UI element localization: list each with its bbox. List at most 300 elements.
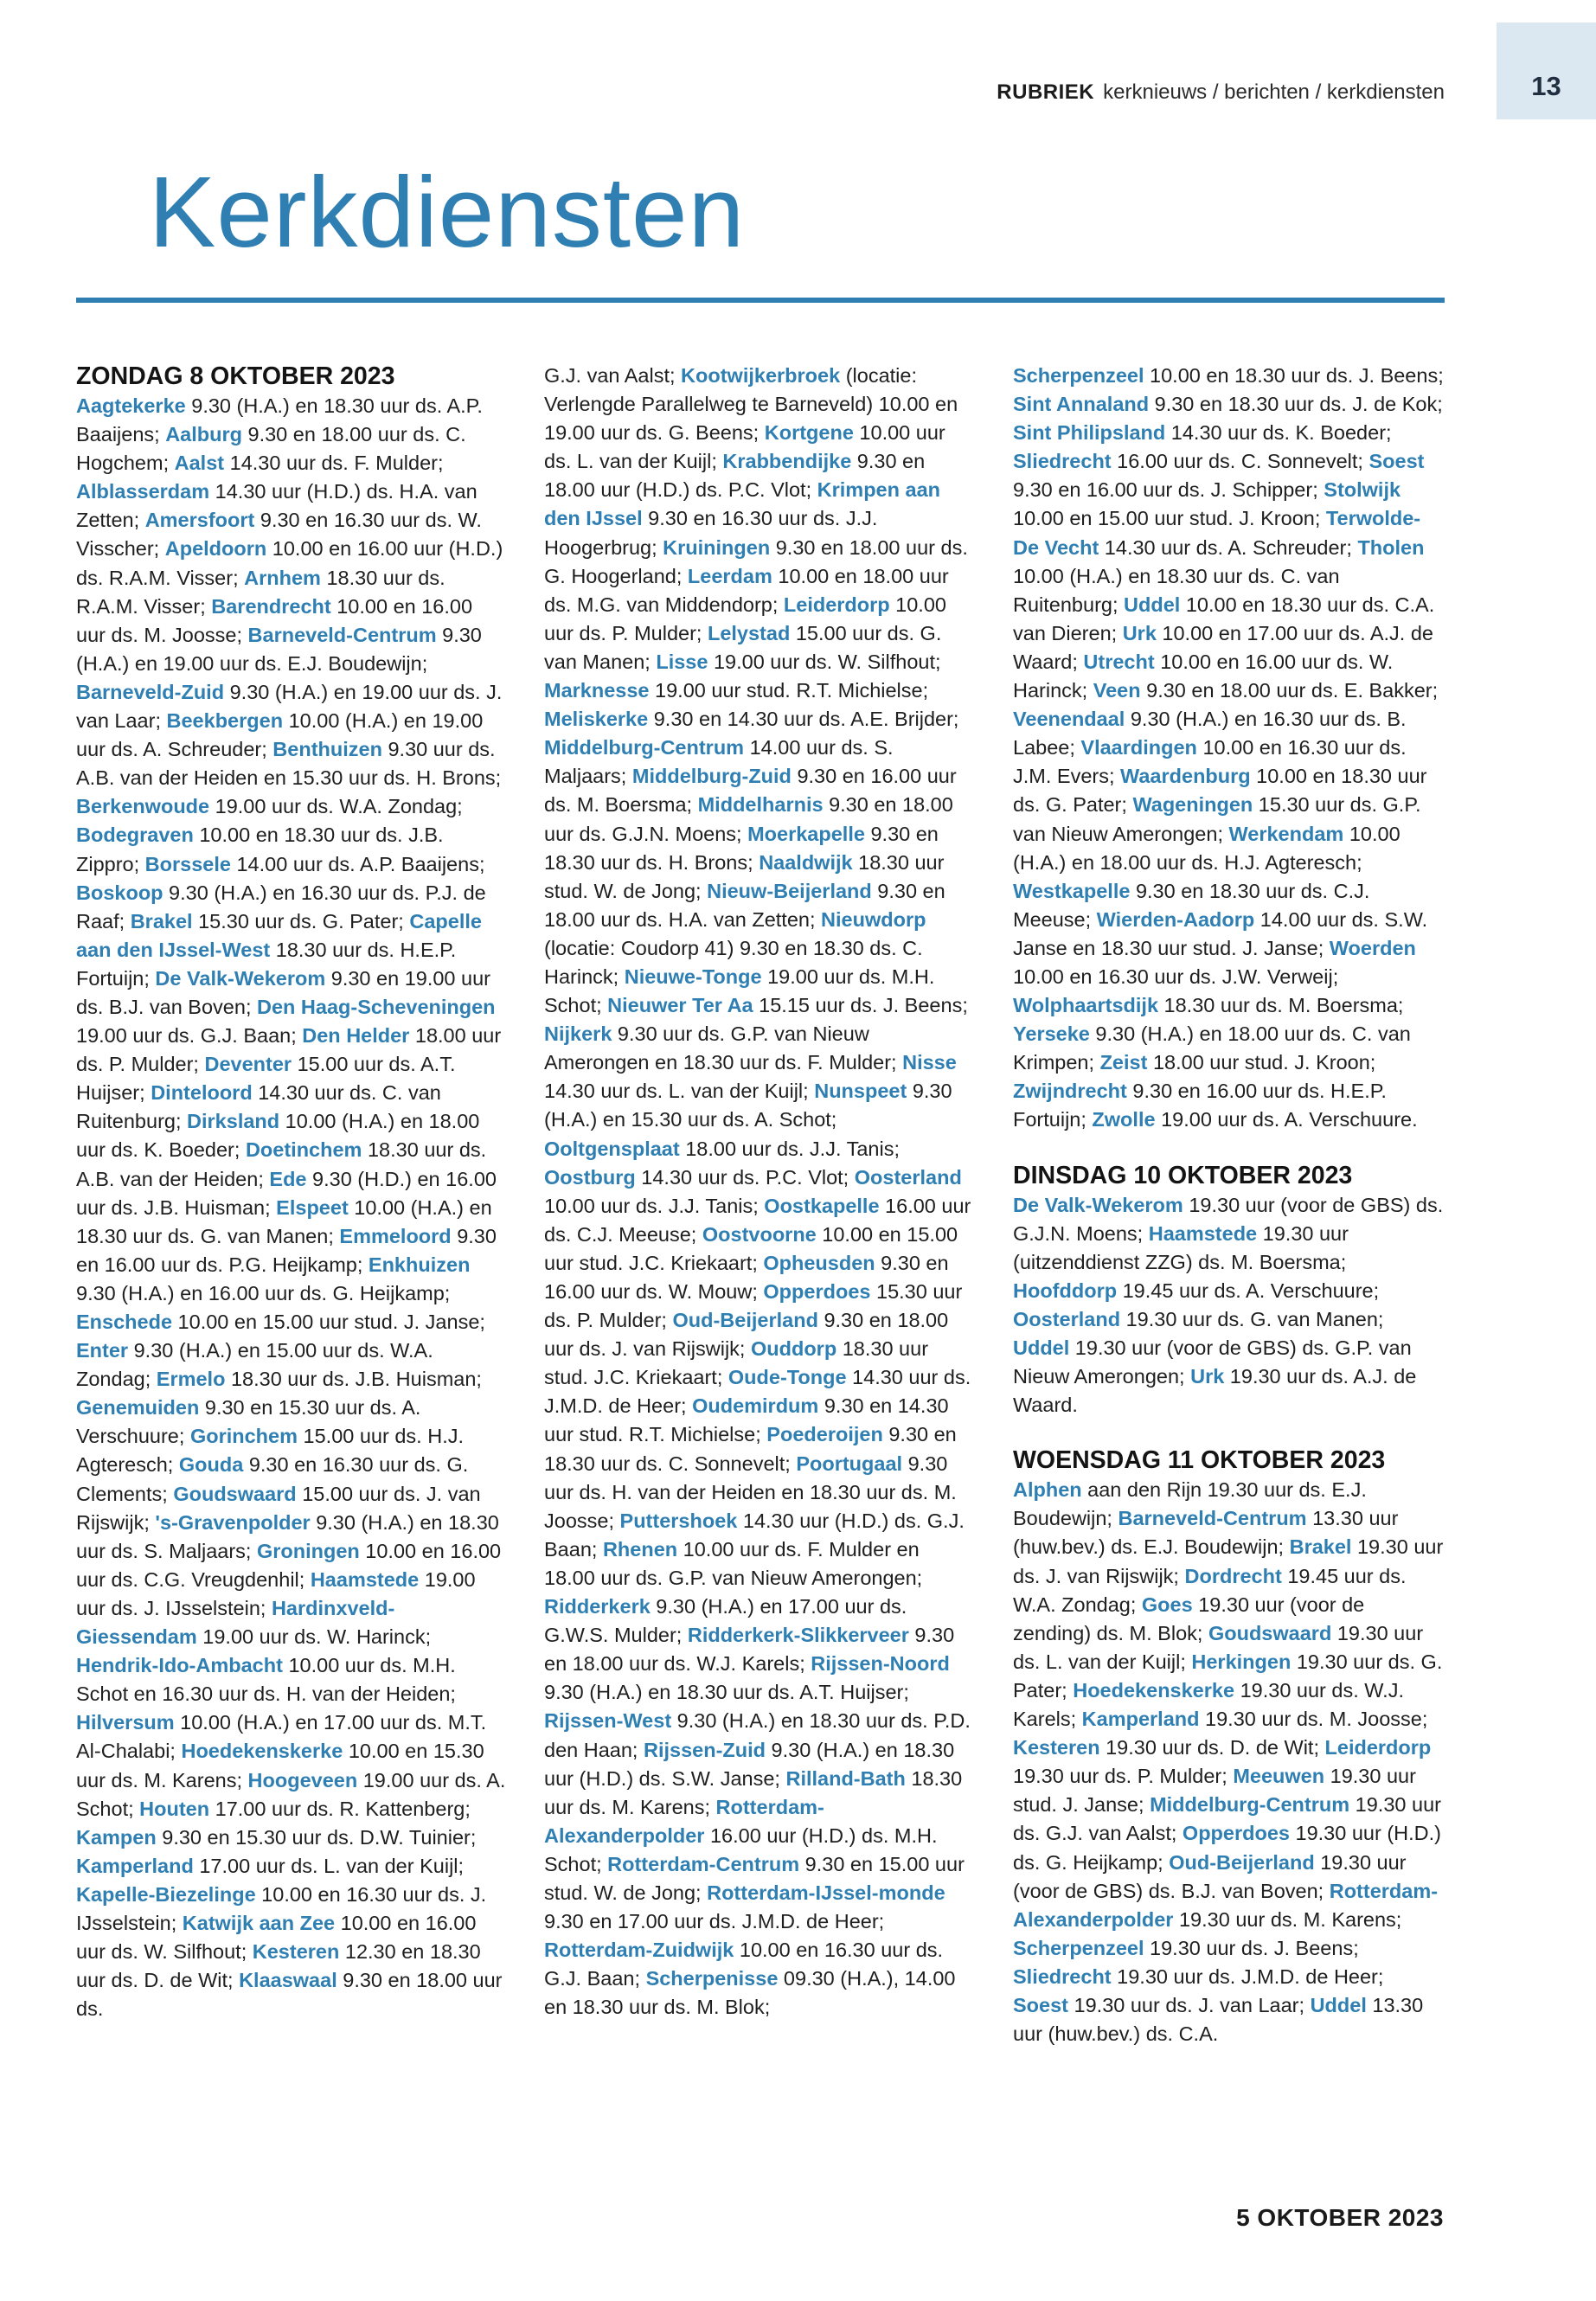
church-name: Hardinxveld-Giessendam (76, 1596, 395, 1649)
church-name: Kruiningen (663, 535, 771, 559)
church-name: Genemuiden (76, 1396, 200, 1420)
service-details: 19.30 uur ds. J. van Rijswijk; (1013, 1535, 1444, 1587)
church-name: Westkapelle (1013, 879, 1131, 902)
rubric-path: kerknieuws / berichten / kerkdiensten (1103, 80, 1445, 104)
church-name: Oosterland (854, 1165, 962, 1189)
church-name: Puttershoek (619, 1509, 738, 1532)
service-details: G.J. van Aalst; (544, 364, 682, 387)
service-details: 9.30 (H.A.) en 19.00 uur ds. E.J. Boudewijn; (76, 623, 482, 675)
church-name: Houten (139, 1797, 210, 1820)
church-name: Yerseke (1013, 1022, 1090, 1046)
service-details: 19.00 uur ds. G.J. Baan; (76, 1024, 303, 1048)
church-name: Aalburg (165, 423, 242, 446)
service-details: 10.00 uur ds. M.H. Schot en 16.30 uur ds. H. van der Heiden; (76, 1654, 456, 1706)
service-details: 14.30 uur ds. F. Mulder; (224, 452, 444, 475)
service-details: 19.00 uur ds. W.A. Zondag; (209, 795, 463, 818)
church-name: Ede (269, 1167, 307, 1190)
service-details: 15.30 uur ds. G.P. van Nieuw Amerongen; (1013, 793, 1421, 845)
service-details: 9.30 (H.A.) en 18.30 uur ds. S. Maljaars; (76, 1510, 499, 1562)
service-details: 19.30 uur ds. J.M.D. de Heer; (1111, 1965, 1384, 1988)
service-details: 10.00 uur ds. L. van der Kuijl; (544, 421, 945, 473)
church-name: Sint Annaland (1013, 393, 1150, 416)
service-list-woensdag (1013, 1476, 1444, 2048)
service-details: 14.30 uur ds. C. van Ruitenburg; (76, 1081, 441, 1133)
church-name: Nieuwdorp (821, 907, 926, 931)
service-details: 19.30 uur (voor de GBS) ds. G.P. van Nieuw Amerongen; (1013, 1336, 1412, 1388)
church-name: Ermelo (156, 1368, 226, 1391)
service-details: 19.30 uur ds. P. Mulder; (1013, 1765, 1234, 1788)
service-details: 19.00 uur ds. W. Silfhout; (708, 650, 941, 673)
service-details: 12.30 en 18.30 uur ds. D. de Wit; (76, 1940, 481, 1992)
service-details: 10.00 en 16.30 uur ds. J.M. Evers; (1013, 736, 1407, 788)
service-details: 10.00 (H.A.) en 17.00 uur ds. M.T. Al-Chalabi; (76, 1711, 487, 1763)
church-name: Leerdam (687, 564, 772, 587)
service-details: 10.00 en 16.00 uur ds. M. Joosse; (76, 594, 473, 646)
service-details: 15.00 uur ds. G. van Manen; (544, 621, 942, 673)
church-name: Ooltgensplaat (544, 1137, 680, 1160)
service-details: 9.30 en 18.00 uur ds. J. van Rijswijk; (544, 1309, 949, 1361)
service-list-zondag-part2 (544, 362, 975, 2022)
service-details: 9.30 (H.D.) en 16.00 uur ds. J.B. Huisman; (76, 1167, 497, 1219)
service-details: 9.30 en 14.30 uur stud. R.T. Michielse; (544, 1394, 949, 1446)
service-details: 10.00 (H.A.) en 19.00 uur ds. A. Schreuder; (76, 709, 484, 761)
church-name: Boskoop (76, 881, 163, 904)
service-details: 14.30 uur ds. J.M.D. de Heer; (544, 1366, 971, 1418)
service-details: 9.30 en 18.00 uur (H.D.) ds. P.C. Vlot; (544, 450, 926, 502)
church-name: Wageningen (1132, 793, 1253, 817)
church-name: Nieuwe-Tonge (624, 965, 762, 988)
church-name: Gorinchem (189, 1425, 298, 1448)
service-details: 19.00 uur ds. A. Verschuure. (1155, 1108, 1418, 1131)
church-name: Rotterdam-IJssel-monde (707, 1881, 945, 1904)
church-name: Rijssen-Zuid (643, 1738, 766, 1761)
service-details: 19.00 uur stud. R.T. Michielse; (649, 679, 929, 702)
service-details: 19.30 uur ds. D. de Wit; (1099, 1736, 1325, 1759)
church-name: Utrecht (1083, 650, 1155, 673)
church-name: Klaaswaal (239, 1969, 337, 1992)
church-name: Doetinchem (245, 1138, 362, 1162)
church-name: Tholen (1357, 535, 1425, 559)
service-details: 9.30 (H.A.) en 16.30 uur ds. P.J. de Raaf; (76, 881, 486, 933)
service-details: 19.00 uur ds. J. IJsselstein; (76, 1567, 476, 1619)
service-list-dinsdag (1013, 1191, 1444, 1420)
church-name: Amersfoort (144, 509, 255, 532)
church-name: Poortugaal (796, 1452, 903, 1475)
service-details: 18.00 uur ds. J.J. Tanis; (679, 1137, 900, 1160)
service-details: 9.30 en 16.30 uur ds. G. Clements; (76, 1453, 469, 1505)
church-name: Veenendaal (1013, 708, 1125, 731)
service-details: 9.30 en 16.00 uur ds. H.E.P. Fortuijn; (1013, 1080, 1387, 1131)
church-name: Wierden-Aadorp (1096, 907, 1255, 931)
service-details: 09.30 (H.A.), 14.00 en 18.30 uur ds. M. Blok; (544, 1967, 956, 2019)
church-name: Den Haag-Scheveningen (257, 995, 496, 1018)
service-details: 19.45 uur ds. W.A. Zondag; (1013, 1564, 1407, 1616)
church-name: Opperdoes (1182, 1822, 1290, 1845)
church-name: Nijkerk (544, 1022, 612, 1046)
church-name: Poederoijen (766, 1423, 883, 1446)
church-name: Elspeet (276, 1195, 349, 1219)
service-details: 10.00 en 16.30 uur ds. G.J. Baan; (544, 1939, 944, 1990)
church-name: Kootwijkerbroek (681, 364, 841, 387)
church-name: Middelburg-Zuid (631, 765, 792, 788)
service-details: 9.30 en 17.00 uur ds. J.M.D. de Heer; (544, 1910, 885, 1933)
service-details: 16.00 uur (H.D.) ds. M.H. Schot; (544, 1823, 938, 1875)
church-name: Wolphaartsdijk (1013, 994, 1159, 1017)
service-details: 9.30 en 18.30 uur ds. C. Sonnevelt; (544, 1423, 957, 1475)
service-details: 9.30 en 18.00 uur ds. G. Hoogerland; (544, 535, 968, 587)
church-name: Nieuw-Beijerland (707, 879, 872, 902)
service-details: 10.00 en 16.00 uur ds. W. Silfhout; (76, 1911, 477, 1964)
service-details: 10.00 en 18.30 uur ds. G. Pater; (1013, 765, 1427, 817)
service-details: 18.30 uur ds. H.E.P. Fortuijn; (76, 938, 457, 990)
church-name: Enkhuizen (368, 1253, 471, 1276)
church-name: Den Helder (302, 1024, 410, 1048)
church-name: Rotterdam-Alexanderpolder (544, 1795, 824, 1847)
service-details: 19.30 uur stud. J. Janse; (1013, 1765, 1416, 1817)
service-details: 10.00 en 16.00 uur ds. C.G. Vreugdenhil; (76, 1539, 502, 1591)
service-details: 9.30 en 18.30 uur ds. J. de Kok; (1149, 393, 1443, 416)
service-details: 19.30 uur ds. W.J. Karels; (1013, 1678, 1404, 1731)
church-name: Barendrecht (211, 594, 331, 618)
church-name: Herkingen (1191, 1650, 1292, 1673)
church-name: Waardenburg (1120, 765, 1251, 788)
church-name: Leiderdorp (1324, 1736, 1432, 1759)
church-name: Nieuwer Ter Aa (607, 994, 753, 1017)
service-details: 9.30 (H.A.) en 18.30 uur ds. A.T. Huijser; (544, 1681, 909, 1704)
church-name: Middelburg-Centrum (1150, 1793, 1350, 1817)
church-name: De Valk-Wekerom (1013, 1193, 1183, 1216)
service-details: 9.30 en 18.00 uur ds. G.J.N. Moens; (544, 793, 953, 845)
service-details: (locatie: Coudorp 41) 9.30 en 18.30 ds. C. Harinck; (544, 936, 923, 988)
day-heading-dinsdag: DINSDAG 10 OKTOBER 2023 (1013, 1161, 1353, 1189)
service-details: 10.00 en 16.30 uur ds. J. IJsselstein; (76, 1882, 487, 1934)
service-details: aan den Rijn 19.30 uur ds. E.J. Boudewijn; (1013, 1478, 1367, 1530)
service-details: 9.30 en 18.00 uur ds. (76, 1969, 503, 2021)
service-details: 19.30 uur ds. L. van der Kuijl; (1013, 1621, 1424, 1673)
church-name: Veen (1093, 679, 1141, 702)
service-details: 9.30 uur ds. G.P. van Nieuw Amerongen en 18.30 uur ds. F. Mulder; (544, 1022, 903, 1074)
church-name: Emmeloord (339, 1224, 452, 1247)
title-divider (76, 298, 1445, 303)
service-details: 9.30 (H.A.) en 18.00 uur ds. C. van Krimpen; (1013, 1022, 1411, 1074)
service-details: 9.30 en 16.30 uur ds. J.J. Hoogerbrug; (544, 507, 878, 559)
service-details: 19.00 uur ds. A. Schot; (76, 1768, 506, 1820)
church-name: Barneveld-Centrum (1118, 1507, 1307, 1530)
service-details: 9.30 (H.A.) en 18.30 uur ds. P.D. den Haan; (544, 1709, 971, 1761)
service-details: 9.30 en 15.00 uur stud. W. de Jong; (544, 1852, 965, 1904)
church-name: Kamperland (1081, 1708, 1200, 1731)
service-details: 9.30 en 14.30 uur ds. A.E. Brijder; (648, 708, 959, 731)
church-name: 's-Gravenpolder (155, 1510, 311, 1534)
church-name: Capelle aan den IJssel-West (76, 909, 482, 961)
church-name: Brakel (130, 909, 193, 933)
church-name: Leiderdorp (783, 593, 890, 616)
service-details: 10.00 en 16.00 uur (H.D.) ds. R.A.M. Visser; (76, 537, 503, 589)
rubric-label: RUBRIEK (997, 80, 1095, 104)
church-name: Opperdoes (763, 1280, 871, 1303)
service-details: 19.30 uur (uitzenddienst ZZG) ds. M. Boersma; (1013, 1221, 1349, 1273)
service-details: 14.00 uur ds. S. Maljaars; (544, 736, 894, 788)
service-details: 10.00 en 15.00 uur stud. J. Janse; (172, 1311, 485, 1333)
church-name: Krabbendijke (722, 450, 852, 473)
service-details: 9.30 (H.A.) en 18.30 uur (H.D.) ds. S.W. Janse; (544, 1738, 955, 1790)
service-details: 19.45 uur ds. A. Verschuure; (1117, 1279, 1380, 1302)
church-name: Uddel (1310, 1993, 1367, 2016)
service-details: 19.30 uur ds. G. Pater; (1013, 1650, 1443, 1702)
service-details: 19.30 uur ds. M. Joosse; (1199, 1708, 1428, 1731)
church-name: Beekbergen (166, 709, 284, 733)
service-details: 10.00 en 18.30 uur ds. C.A. van Dieren; (1013, 593, 1435, 644)
service-details: 19.30 uur ds. J. van Laar; (1068, 1993, 1311, 2016)
church-name: Scherpenzeel (1013, 1936, 1144, 1959)
service-list-zondag-part1 (76, 392, 507, 2023)
service-list-zondag-part3 (1013, 362, 1444, 1135)
church-name: Nunspeet (814, 1080, 907, 1103)
church-name: Marknesse (544, 679, 650, 702)
service-details: 9.30 en 16.00 uur ds. W. Mouw; (544, 1251, 949, 1303)
church-name: Hendrik-Ido-Ambacht (76, 1654, 283, 1677)
service-details: 10.00 en 17.00 uur ds. A.J. de Waard; (1013, 621, 1433, 673)
rubric-header (997, 80, 1445, 105)
church-name: Deventer (204, 1053, 292, 1076)
service-details: 19.30 uur (H.D.) ds. G. Heijkamp; (1013, 1822, 1441, 1874)
church-name: Rotterdam-Centrum (607, 1852, 800, 1875)
service-details: 17.00 uur ds. R. Kattenberg; (209, 1797, 471, 1820)
church-name: Alblasserdam (76, 480, 210, 503)
service-details: 18.30 uur ds. M. Karens; (544, 1766, 963, 1818)
service-details: 16.00 uur ds. C.J. Meeuse; (544, 1194, 971, 1246)
church-name: Middelburg-Centrum (544, 736, 745, 760)
service-details: 18.30 uur stud. W. de Jong; (544, 850, 945, 902)
service-details: 10.00 en 15.00 uur stud. J.C. Kriekaart; (544, 1222, 958, 1274)
church-name: Goes (1141, 1593, 1193, 1616)
church-name: Rotterdam-Zuidwijk (544, 1939, 734, 1962)
church-name: Oostkapelle (764, 1194, 880, 1217)
church-name: Apeldoorn (164, 537, 267, 561)
day-heading-zondag: ZONDAG 8 OKTOBER 2023 (76, 362, 395, 390)
church-name: Zwijndrecht (1013, 1080, 1127, 1103)
church-name: Terwolde-De Vecht (1013, 507, 1421, 559)
church-name: Oostvoorne (702, 1222, 817, 1246)
church-name: Hoedekenskerke (181, 1740, 343, 1763)
church-name: Hoogeveen (247, 1768, 358, 1791)
church-name: Sint Philipsland (1013, 421, 1166, 445)
church-name: Uddel (1124, 593, 1181, 616)
service-details: 14.30 uur ds. L. van der Kuijl; (544, 1080, 815, 1103)
church-name: Hilversum (76, 1711, 175, 1734)
service-details: 9.30 en 18.00 uur ds. E. Bakker; (1140, 679, 1439, 702)
service-details: 9.30 en 16.00 uur ds. J. Schipper; (1013, 478, 1324, 502)
church-name: Haamstede (310, 1567, 420, 1591)
service-details: 9.30 (H.A.) en 15.00 uur ds. W.A. Zondag; (76, 1339, 433, 1391)
day-heading-woensdag: WOENSDAG 11 OKTOBER 2023 (1013, 1446, 1386, 1475)
church-name: Scherpenzeel (1013, 364, 1144, 387)
church-name: Goudswaard (173, 1482, 297, 1505)
service-details: 9.30 en 15.30 uur ds. D.W. Tuinier; (156, 1825, 477, 1849)
church-name: Soest (1368, 450, 1425, 473)
service-details: 19.30 uur ds. G. van Manen; (1120, 1307, 1384, 1330)
service-details: (locatie: Verlengde Parallelweg te Barneveld) 10.00 en 19.00 uur ds. G. Beens; (544, 364, 958, 445)
church-name: Sliedrecht (1013, 450, 1112, 473)
service-details: 10.00 en 15.30 uur ds. M. Karens; (76, 1740, 484, 1791)
service-details: 18.00 uur ds. P. Mulder; (76, 1024, 502, 1076)
church-name: Hoofddorp (1013, 1279, 1118, 1302)
service-details: 14.30 uur (H.D.) ds. H.A. van Zetten; (76, 480, 478, 532)
service-details: 16.00 uur ds. C. Sonnevelt; (1111, 450, 1369, 473)
church-name: Alphen (1013, 1478, 1082, 1502)
service-details: 9.30 (H.A.) en 16.00 uur ds. G. Heijkamp; (76, 1281, 451, 1304)
service-details: 19.00 uur ds. M.H. Schot; (544, 965, 935, 1017)
church-name: Rhenen (602, 1537, 678, 1561)
service-details: 9.30 (H.A.) en 19.00 uur ds. J. van Laar; (76, 680, 503, 733)
church-name: Enschede (76, 1311, 173, 1333)
service-details: 14.30 uur ds. P.C. Vlot; (635, 1165, 855, 1189)
church-name: Barneveld-Zuid (76, 680, 225, 703)
church-name: Zwolle (1092, 1108, 1156, 1131)
church-name: Nisse (902, 1051, 957, 1074)
service-details: 9.30 uur ds. H. van der Heiden en 18.30 uur ds. M. Joosse; (544, 1452, 957, 1532)
church-name: Oostburg (544, 1165, 636, 1189)
service-details: 15.30 uur ds. P. Mulder; (544, 1280, 963, 1332)
church-name: Aalst (174, 452, 225, 475)
service-details: 19.30 uur ds. G.J. van Aalst; (1013, 1793, 1441, 1845)
church-name: Uddel (1013, 1336, 1070, 1359)
service-details: 15.00 uur ds. H.J. Agteresch; (76, 1425, 465, 1477)
service-details: 15.15 uur ds. J. Beens; (753, 994, 968, 1017)
service-details: 9.30 en 18.00 uur ds. H.A. van Zetten; (544, 879, 945, 931)
service-details: 9.30 (H.A.) en 15.30 uur ds. A. Schot; (544, 1080, 952, 1131)
page-title: Kerkdiensten (149, 156, 746, 268)
service-details: 9.30 en 18.30 uur ds. H. Brons; (544, 822, 939, 874)
church-name: Kesteren (252, 1940, 340, 1964)
service-details: 10.00 en 18.30 uur ds. J. Beens; (1144, 364, 1444, 387)
church-name: Brakel (1289, 1535, 1352, 1559)
service-details: 10.00 uur ds. J.J. Tanis; (544, 1194, 765, 1217)
service-details: 18.30 uur ds. J.B. Huisman; (225, 1368, 482, 1391)
service-details: 10.00 (H.A.) en 18.00 uur ds. K. Boeder; (76, 1110, 480, 1162)
column-1 (76, 362, 507, 2049)
service-details: 14.30 uur ds. K. Boeder; (1165, 421, 1392, 445)
church-name: Kamperland (76, 1854, 194, 1877)
service-details: 9.30 en 16.30 uur ds. W. Visscher; (76, 509, 482, 561)
church-name: Dirksland (187, 1110, 280, 1133)
church-name: Haamstede (1148, 1221, 1258, 1245)
church-name: Ouddorp (750, 1337, 837, 1361)
church-name: Stolwijk (1324, 478, 1401, 502)
church-name: Urk (1190, 1365, 1225, 1388)
church-name: Borssele (144, 852, 231, 875)
service-details: 9.30 en 15.30 uur ds. A. Verschuure; (76, 1396, 421, 1448)
service-details: 15.00 uur ds. J. van Rijswijk; (76, 1482, 481, 1534)
church-name: Kampen (76, 1825, 157, 1849)
column-3 (1013, 362, 1444, 2074)
church-name: Barneveld-Centrum (247, 623, 437, 646)
church-name: Ridderkerk (544, 1595, 651, 1618)
service-details: 10.00 (H.A.) en 18.30 uur ds. C. van Ruitenburg; (1013, 564, 1340, 616)
service-details: 13.30 uur (huw.bev.) ds. C.A. (1013, 1993, 1424, 2046)
church-name: Dordrecht (1184, 1564, 1282, 1587)
church-name: Dinteloord (151, 1081, 253, 1105)
church-name: Scherpenisse (645, 1967, 779, 1990)
church-name: Oud-Beijerland (672, 1309, 818, 1332)
service-details: 14.30 uur (H.D.) ds. G.J. Baan; (544, 1509, 965, 1561)
service-details: 15.00 uur ds. A.T. Huijser; (76, 1053, 456, 1105)
church-name: Oudemirdum (692, 1394, 819, 1418)
church-name: Oude-Tonge (727, 1366, 847, 1389)
church-name: Meeuwen (1233, 1765, 1325, 1788)
service-details: 9.30 (H.A.) en 16.30 uur ds. B. Labee; (1013, 708, 1407, 760)
page-number: 13 (1531, 71, 1561, 101)
church-name: Naaldwijk (759, 850, 853, 874)
service-details: 19.00 uur ds. W. Harinck; (196, 1625, 432, 1649)
church-name: Benthuizen (272, 738, 382, 761)
church-name: Goudswaard (1208, 1621, 1332, 1644)
church-name: Krimpen aan den IJssel (544, 478, 940, 530)
service-details: 18.00 uur stud. J. Kroon; (1147, 1051, 1376, 1074)
service-details: 9.30 uur ds. A.B. van der Heiden en 15.30 uur ds. H. Brons; (76, 738, 502, 790)
church-name: Oud-Beijerland (1169, 1850, 1315, 1874)
church-name: Kesteren (1013, 1736, 1100, 1759)
service-details: 17.00 uur ds. L. van der Kuijl; (193, 1854, 465, 1877)
service-details: 9.30 en 18.00 uur ds. W.J. Karels; (544, 1624, 955, 1676)
service-details: 10.00 uur ds. F. Mulder en 18.00 uur ds. G.P. van Nieuw Amerongen; (544, 1537, 923, 1589)
service-details: 10.00 en 16.00 uur ds. W. Harinck; (1013, 650, 1394, 702)
church-name: De Valk-Wekerom (155, 966, 326, 990)
church-name: Urk (1122, 621, 1157, 644)
church-name: Middelharnis (697, 793, 824, 817)
church-name: Gouda (178, 1453, 244, 1477)
service-details: 13.30 uur (huw.bev.) ds. E.J. Boudewijn; (1013, 1507, 1399, 1559)
church-name: Berkenwoude (76, 795, 210, 818)
church-name: Ridderkerk-Slikkerveer (687, 1624, 909, 1647)
service-details: 9.30 (H.A.) en 18.30 uur ds. A.P. Baaijens; (76, 394, 483, 446)
church-name: Bodegraven (76, 824, 194, 847)
service-details: 10.00 en 16.30 uur ds. J.W. Verweij; (1013, 965, 1339, 988)
church-name: Groningen (256, 1539, 360, 1562)
service-details: 10.00 uur ds. P. Mulder; (544, 593, 946, 644)
service-details: 14.30 uur ds. A. Schreuder; (1099, 535, 1358, 559)
church-name: Werkendam (1228, 822, 1344, 845)
service-details: 9.30 en 19.00 uur ds. B.J. van Boven; (76, 966, 490, 1018)
church-name: Woerden (1329, 936, 1416, 959)
service-details: 10.00 en 18.30 uur ds. J.B. Zippro; (76, 824, 444, 875)
church-name: Hoedekenskerke (1073, 1678, 1235, 1702)
service-details: 19.30 uur ds. J. Beens; (1144, 1936, 1359, 1959)
church-name: Rilland-Bath (785, 1766, 906, 1790)
service-details: 19.30 uur ds. M. Karens; (1173, 1907, 1402, 1931)
service-details: 19.30 uur (voor de zending) ds. M. Blok; (1013, 1593, 1365, 1644)
church-name: Oosterland (1013, 1307, 1121, 1330)
church-name: Aagtekerke (76, 394, 186, 417)
church-name: Sliedrecht (1013, 1965, 1112, 1988)
church-name: Rotterdam-Alexanderpolder (1013, 1879, 1439, 1931)
service-details: 18.30 uur stud. J.C. Kriekaart; (544, 1337, 929, 1389)
church-name: Zeist (1099, 1051, 1148, 1074)
church-name: Soest (1013, 1993, 1068, 2016)
church-name: Rijssen-West (544, 1709, 672, 1733)
service-details: 18.30 uur ds. R.A.M. Visser; (76, 566, 445, 618)
footer-date: 5 OKTOBER 2023 (1236, 2204, 1444, 2231)
church-name: Kapelle-Biezelinge (76, 1882, 256, 1906)
service-details: 10.00 en 18.00 uur ds. M.G. van Middendorp; (544, 564, 949, 616)
service-details: 14.00 uur ds. A.P. Baaijens; (230, 852, 485, 875)
church-name: Lelystad (707, 621, 791, 644)
church-name: Meliskerke (544, 708, 649, 731)
church-name: Opheusden (763, 1251, 875, 1274)
church-name: Arnhem (244, 566, 321, 589)
church-name: Vlaardingen (1080, 736, 1197, 760)
service-details: 19.30 uur (voor de GBS) ds. G.J.N. Moens; (1013, 1193, 1444, 1245)
